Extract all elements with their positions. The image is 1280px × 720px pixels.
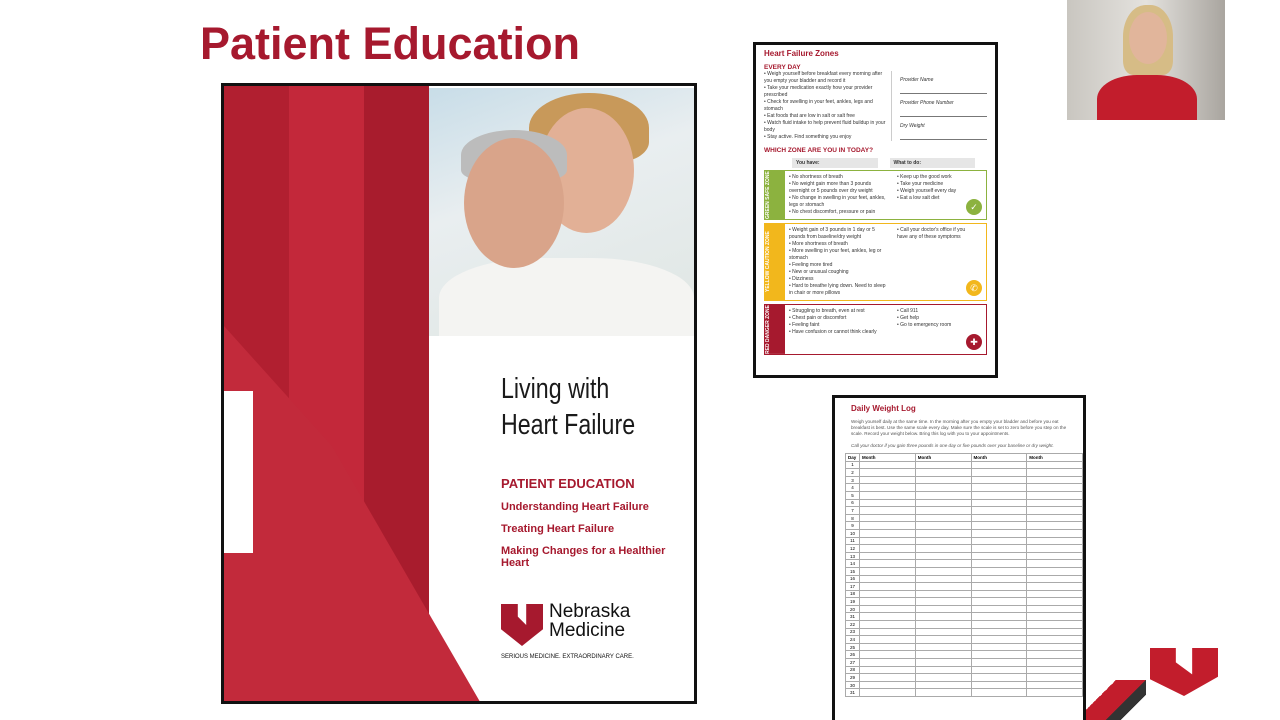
weight-cell bbox=[915, 643, 971, 651]
weight-cell bbox=[915, 522, 971, 530]
weight-cell bbox=[971, 689, 1027, 697]
weight-cell bbox=[915, 491, 971, 499]
zone-have-list bbox=[785, 171, 893, 219]
booklet-topic: Making Changes for a Healthier Heart bbox=[501, 545, 666, 569]
every-day-item: • Watch fluid intake to help prevent fluid buildup in your body bbox=[764, 120, 886, 133]
weight-cell bbox=[971, 613, 1027, 621]
table-row bbox=[846, 681, 1083, 689]
weight-cell bbox=[860, 529, 916, 537]
booklet-heading: Living with Heart Failure bbox=[501, 373, 636, 441]
weight-cell bbox=[971, 674, 1027, 682]
day-cell: 4 bbox=[846, 484, 860, 492]
zone-do-list bbox=[893, 305, 973, 354]
table-row bbox=[846, 605, 1083, 613]
weight-cell bbox=[860, 575, 916, 583]
weight-cell bbox=[971, 628, 1027, 636]
weight-cell bbox=[971, 681, 1027, 689]
zone-item: • Get help bbox=[897, 315, 920, 321]
day-cell: 14 bbox=[846, 560, 860, 568]
day-cell: 3 bbox=[846, 476, 860, 484]
weight-cell bbox=[915, 484, 971, 492]
weight-cell bbox=[915, 666, 971, 674]
weight-cell bbox=[860, 621, 916, 629]
every-day-heading: EVERY DAY bbox=[764, 64, 801, 71]
weight-cell bbox=[971, 476, 1027, 484]
ambulance-icon: ✚ bbox=[966, 334, 982, 350]
weight-cell bbox=[971, 529, 1027, 537]
weight-cell bbox=[860, 476, 916, 484]
which-zone-heading: WHICH ZONE ARE YOU IN TODAY? bbox=[764, 147, 874, 154]
table-row bbox=[846, 643, 1083, 651]
table-row bbox=[846, 537, 1083, 545]
weight-cell bbox=[971, 499, 1027, 507]
zone-item: • Struggling to breath, even at rest bbox=[789, 308, 865, 314]
weight-cell bbox=[915, 469, 971, 477]
day-cell: 10 bbox=[846, 529, 860, 537]
weight-cell bbox=[915, 689, 971, 697]
weight-cell bbox=[860, 545, 916, 553]
cover-tab bbox=[224, 391, 253, 553]
column-header: Month bbox=[915, 454, 971, 462]
daily-weight-log-sheet bbox=[832, 395, 1086, 720]
weight-cell bbox=[860, 552, 916, 560]
weight-cell bbox=[1027, 491, 1083, 499]
weight-cell bbox=[915, 545, 971, 553]
weight-cell bbox=[1027, 469, 1083, 477]
weight-cell bbox=[1027, 621, 1083, 629]
day-cell: 23 bbox=[846, 628, 860, 636]
zone-item: • New or unusual coughing bbox=[789, 269, 849, 275]
weight-cell bbox=[915, 507, 971, 515]
day-cell: 22 bbox=[846, 621, 860, 629]
corner-stripe bbox=[1086, 680, 1146, 720]
weight-cell bbox=[971, 514, 1027, 522]
weight-log-instructions: Weigh yourself daily at the same time. In the morning after you empty your bladder and before you eat breakfast is best. Use the same scale every day. Make sure the scale is set to zero before you step on the scale. Record your weight below. Bring this log with you to your appointments. bbox=[851, 419, 1067, 436]
weight-cell bbox=[971, 567, 1027, 575]
weight-cell bbox=[860, 461, 916, 469]
zone-item: • Keep up the good work bbox=[897, 174, 952, 180]
weight-cell bbox=[860, 613, 916, 621]
weight-cell bbox=[915, 567, 971, 575]
weight-cell bbox=[971, 575, 1027, 583]
day-cell: 25 bbox=[846, 643, 860, 651]
zone-item: • Have confusion or cannot think clearly bbox=[789, 329, 877, 335]
zone-label: YELLOW CAUTION ZONE bbox=[765, 224, 785, 300]
table-row bbox=[846, 613, 1083, 621]
day-cell: 6 bbox=[846, 499, 860, 507]
weight-cell bbox=[971, 621, 1027, 629]
nebraska-medicine-logo: Nebraska Medicine SERIOUS MEDICINE. EXTRAORDINARY CARE. bbox=[501, 601, 634, 660]
day-cell: 7 bbox=[846, 507, 860, 515]
weight-cell bbox=[915, 590, 971, 598]
heart-failure-zones-sheet: Heart Failure Zones EVERY DAY • Weigh yourself before breakfast every morning after you empty your bladder and record it • Take your medication exactly how your provider prescribed • Check for swelling in your feet, ankles, legs and stomach • Eat foods that are low in salt or salt free • Watch fluid intake to help prevent fluid buildup in your body • Stay active. Find something you enjoy Provider Name Provider Phone Number Dry Weight WHICH ZONE ARE YOU IN TODAY? You have: What to do: GREEN SAFE ZONE • No shortness of breath • No weight gain more than 3 pounds overnight or 5 pounds over dry weight • No change in swelling in your feet, ankles, legs or stomach • No chest discomfort, pressure or pain • Keep up the good work • Take your medicine • Weigh yourself every day • Eat a low salt diet ✓ YELLOW CAUTION ZONE • Weight gain of 3 pounds in 1 day or 5 pounds from baseline/dry weight • More shortness of breath • More swelling in your feet, ankles, leg or stomach • Feeling more tired • New or unusual coughing • Dizziness • Hard to breathe lying down. Need to sleep in chair or more pillows • Call your doctor's office if you have any of these symptoms ✆ RED DANGER ZONE • Struggling to breath, even at rest • Chest pain or discomfort • Feeling faint • Have confusion or cannot think clearly • Call 911 • Get help • Go to emergency room ✚ bbox=[753, 42, 998, 378]
booklet-cover bbox=[221, 83, 697, 704]
zone-item: • No chest discomfort, pressure or pain bbox=[789, 209, 876, 215]
zone-card bbox=[764, 304, 987, 355]
weight-cell bbox=[971, 636, 1027, 644]
table-row bbox=[846, 560, 1083, 568]
table-row bbox=[846, 476, 1083, 484]
table-row bbox=[846, 590, 1083, 598]
weight-cell bbox=[860, 590, 916, 598]
weight-cell bbox=[1027, 499, 1083, 507]
weight-cell bbox=[971, 484, 1027, 492]
zone-have-list bbox=[785, 224, 893, 300]
weight-cell bbox=[1027, 522, 1083, 530]
zone-item: • No shortness of breath bbox=[789, 174, 843, 180]
table-row bbox=[846, 628, 1083, 636]
weight-cell bbox=[1027, 583, 1083, 591]
weight-cell bbox=[971, 461, 1027, 469]
weight-cell bbox=[1027, 575, 1083, 583]
weight-cell bbox=[915, 461, 971, 469]
table-row bbox=[846, 659, 1083, 667]
weight-cell bbox=[915, 552, 971, 560]
day-cell: 29 bbox=[846, 674, 860, 682]
weight-cell bbox=[1027, 507, 1083, 515]
day-cell: 19 bbox=[846, 598, 860, 606]
zones-title: Heart Failure Zones bbox=[764, 49, 839, 58]
day-cell: 13 bbox=[846, 552, 860, 560]
weight-cell bbox=[915, 613, 971, 621]
day-cell: 18 bbox=[846, 590, 860, 598]
weight-cell bbox=[915, 628, 971, 636]
zone-item: • Chest pain or discomfort bbox=[789, 315, 847, 321]
weight-cell bbox=[860, 514, 916, 522]
weight-cell bbox=[1027, 545, 1083, 553]
table-row bbox=[846, 575, 1083, 583]
weight-cell bbox=[915, 659, 971, 667]
slide-title: Patient Education bbox=[200, 18, 581, 69]
day-cell: 24 bbox=[846, 636, 860, 644]
weight-cell bbox=[1027, 461, 1083, 469]
every-day-item: • Eat foods that are low in salt or salt free bbox=[764, 113, 855, 119]
zone-item: • More shortness of breath bbox=[789, 241, 848, 247]
zone-have-list bbox=[785, 305, 893, 354]
weight-cell bbox=[1027, 689, 1083, 697]
weight-cell bbox=[915, 529, 971, 537]
weight-cell bbox=[1027, 537, 1083, 545]
provider-fields: Provider Name Provider Phone Number Dry Weight bbox=[892, 71, 987, 141]
day-cell: 8 bbox=[846, 514, 860, 522]
weight-cell bbox=[971, 552, 1027, 560]
day-cell: 30 bbox=[846, 681, 860, 689]
weight-cell bbox=[915, 605, 971, 613]
weight-cell bbox=[971, 507, 1027, 515]
weight-cell bbox=[860, 674, 916, 682]
weight-cell bbox=[1027, 514, 1083, 522]
column-header: Day bbox=[846, 454, 860, 462]
zone-item: • No weight gain more than 3 pounds overnight or 5 pounds over dry weight bbox=[789, 181, 873, 194]
weight-cell bbox=[860, 537, 916, 545]
weight-cell bbox=[860, 560, 916, 568]
zone-item: • Weigh yourself every day bbox=[897, 188, 957, 194]
table-row bbox=[846, 552, 1083, 560]
weight-cell bbox=[860, 598, 916, 606]
table-row bbox=[846, 522, 1083, 530]
zone-item: • Hard to breathe lying down. Need to sleep in chair or more pillows bbox=[789, 283, 886, 296]
zone-item: • Feeling faint bbox=[789, 322, 820, 328]
day-cell: 31 bbox=[846, 613, 860, 621]
column-header: Month bbox=[1027, 454, 1083, 462]
weight-cell bbox=[1027, 598, 1083, 606]
weight-cell bbox=[860, 643, 916, 651]
weight-cell bbox=[971, 560, 1027, 568]
weight-cell bbox=[971, 469, 1027, 477]
weight-cell bbox=[860, 567, 916, 575]
day-cell: 17 bbox=[846, 583, 860, 591]
weight-cell bbox=[1027, 643, 1083, 651]
weight-log-title: Daily Weight Log bbox=[851, 404, 916, 413]
table-row bbox=[846, 567, 1083, 575]
zone-card bbox=[764, 170, 987, 220]
weight-cell bbox=[1027, 681, 1083, 689]
weight-cell bbox=[1027, 628, 1083, 636]
table-row bbox=[846, 651, 1083, 659]
day-cell: 9 bbox=[846, 522, 860, 530]
zone-item: • Feeling more tired bbox=[789, 262, 833, 268]
weight-cell bbox=[971, 583, 1027, 591]
weight-cell bbox=[1027, 636, 1083, 644]
weight-cell bbox=[915, 598, 971, 606]
weight-cell bbox=[1027, 613, 1083, 621]
zone-item: • Call your doctor's office if you have any of these symptoms bbox=[897, 227, 966, 240]
weight-log-warning: Call your doctor if you gain three pounds in one day or five pounds over your baseline or dry weight. bbox=[851, 443, 1054, 448]
day-cell: 31 bbox=[846, 689, 860, 697]
weight-cell bbox=[1027, 476, 1083, 484]
weight-cell bbox=[1027, 529, 1083, 537]
weight-cell bbox=[860, 522, 916, 530]
table-row bbox=[846, 545, 1083, 553]
weight-cell bbox=[860, 659, 916, 667]
day-cell: 11 bbox=[846, 537, 860, 545]
zone-item: • Eat a low salt diet bbox=[897, 195, 940, 201]
nebraska-n-logo-icon bbox=[1150, 648, 1218, 696]
presenter-webcam bbox=[1067, 0, 1225, 120]
day-cell: 16 bbox=[846, 575, 860, 583]
weight-cell bbox=[915, 583, 971, 591]
weight-cell bbox=[860, 507, 916, 515]
weight-cell bbox=[971, 666, 1027, 674]
weight-cell bbox=[1027, 674, 1083, 682]
weight-cell bbox=[1027, 560, 1083, 568]
weight-cell bbox=[1027, 651, 1083, 659]
column-header: Month bbox=[860, 454, 916, 462]
zone-item: • Go to emergency room bbox=[897, 322, 952, 328]
weight-cell bbox=[915, 651, 971, 659]
weight-cell bbox=[915, 476, 971, 484]
zone-item: • Dizziness bbox=[789, 276, 814, 282]
weight-cell bbox=[860, 583, 916, 591]
table-row bbox=[846, 666, 1083, 674]
weight-cell bbox=[860, 469, 916, 477]
weight-cell bbox=[860, 605, 916, 613]
weight-cell bbox=[971, 651, 1027, 659]
weight-cell bbox=[915, 514, 971, 522]
weight-cell bbox=[860, 628, 916, 636]
zone-list bbox=[764, 170, 987, 355]
every-day-item: • Check for swelling in your feet, ankles, legs and stomach bbox=[764, 99, 873, 112]
table-row bbox=[846, 689, 1083, 697]
weight-cell bbox=[971, 598, 1027, 606]
weight-cell bbox=[1027, 567, 1083, 575]
weight-cell bbox=[971, 491, 1027, 499]
weight-cell bbox=[1027, 552, 1083, 560]
zone-item: • Call 911 bbox=[897, 308, 919, 314]
check-icon: ✓ bbox=[966, 199, 982, 215]
weight-cell bbox=[860, 636, 916, 644]
weight-cell bbox=[915, 575, 971, 583]
table-row bbox=[846, 469, 1083, 477]
table-row bbox=[846, 491, 1083, 499]
weight-cell bbox=[860, 666, 916, 674]
table-row bbox=[846, 674, 1083, 682]
every-day-item: • Take your medication exactly how your provider prescribed bbox=[764, 85, 873, 98]
weight-cell bbox=[860, 689, 916, 697]
day-cell: 28 bbox=[846, 666, 860, 674]
zone-item: • Weight gain of 3 pounds in 1 day or 5 pounds from baseline/dry weight bbox=[789, 227, 875, 240]
every-day-list bbox=[764, 71, 892, 141]
zone-item: • Take your medicine bbox=[897, 181, 944, 187]
weight-cell bbox=[915, 674, 971, 682]
weight-cell bbox=[1027, 590, 1083, 598]
weight-cell bbox=[971, 643, 1027, 651]
phone-icon: ✆ bbox=[966, 280, 982, 296]
weight-cell bbox=[971, 605, 1027, 613]
weight-cell bbox=[971, 590, 1027, 598]
zone-label: GREEN SAFE ZONE bbox=[765, 171, 785, 219]
day-cell: 27 bbox=[846, 659, 860, 667]
day-cell: 20 bbox=[846, 605, 860, 613]
booklet-topic: Treating Heart Failure bbox=[501, 523, 615, 535]
weight-cell bbox=[915, 537, 971, 545]
table-row bbox=[846, 461, 1083, 469]
weight-cell bbox=[915, 621, 971, 629]
table-row bbox=[846, 529, 1083, 537]
day-cell: 15 bbox=[846, 567, 860, 575]
zone-item: • More swelling in your feet, ankles, leg or stomach bbox=[789, 248, 882, 261]
table-row bbox=[846, 636, 1083, 644]
zone-label: RED DANGER ZONE bbox=[765, 305, 785, 354]
weight-cell bbox=[971, 537, 1027, 545]
table-row bbox=[846, 583, 1083, 591]
zone-do-list bbox=[893, 224, 973, 300]
column-header: Month bbox=[971, 454, 1027, 462]
weight-cell bbox=[1027, 605, 1083, 613]
table-row bbox=[846, 507, 1083, 515]
table-row bbox=[846, 499, 1083, 507]
weight-cell bbox=[1027, 659, 1083, 667]
table-row bbox=[846, 484, 1083, 492]
weight-cell bbox=[971, 659, 1027, 667]
weight-cell bbox=[971, 545, 1027, 553]
weight-cell bbox=[915, 681, 971, 689]
weight-cell bbox=[915, 636, 971, 644]
every-day-item: • Stay active. Find something you enjoy bbox=[764, 134, 852, 140]
table-row bbox=[846, 514, 1083, 522]
weight-cell bbox=[860, 484, 916, 492]
booklet-topic: Understanding Heart Failure bbox=[501, 501, 649, 513]
day-cell: 2 bbox=[846, 469, 860, 477]
zone-item: • No change in swelling in your feet, ankles, legs or stomach bbox=[789, 195, 886, 208]
weight-cell bbox=[860, 499, 916, 507]
booklet-subtitle: PATIENT EDUCATION bbox=[501, 476, 635, 491]
couple-photo bbox=[429, 88, 694, 336]
weight-cell bbox=[860, 651, 916, 659]
day-cell: 26 bbox=[846, 651, 860, 659]
weight-cell bbox=[915, 499, 971, 507]
weight-cell bbox=[971, 522, 1027, 530]
weight-cell bbox=[860, 491, 916, 499]
weight-cell bbox=[915, 560, 971, 568]
weight-cell bbox=[860, 681, 916, 689]
table-row bbox=[846, 621, 1083, 629]
zone-card bbox=[764, 223, 987, 301]
zone-do-list bbox=[893, 171, 973, 219]
day-cell: 12 bbox=[846, 545, 860, 553]
weight-cell bbox=[1027, 666, 1083, 674]
table-row bbox=[846, 598, 1083, 606]
day-cell: 5 bbox=[846, 491, 860, 499]
every-day-item: • Weigh yourself before breakfast every morning after you empty your bladder and record it bbox=[764, 71, 883, 84]
weight-log-table bbox=[845, 453, 1083, 697]
day-cell: 1 bbox=[846, 461, 860, 469]
weight-cell bbox=[1027, 484, 1083, 492]
